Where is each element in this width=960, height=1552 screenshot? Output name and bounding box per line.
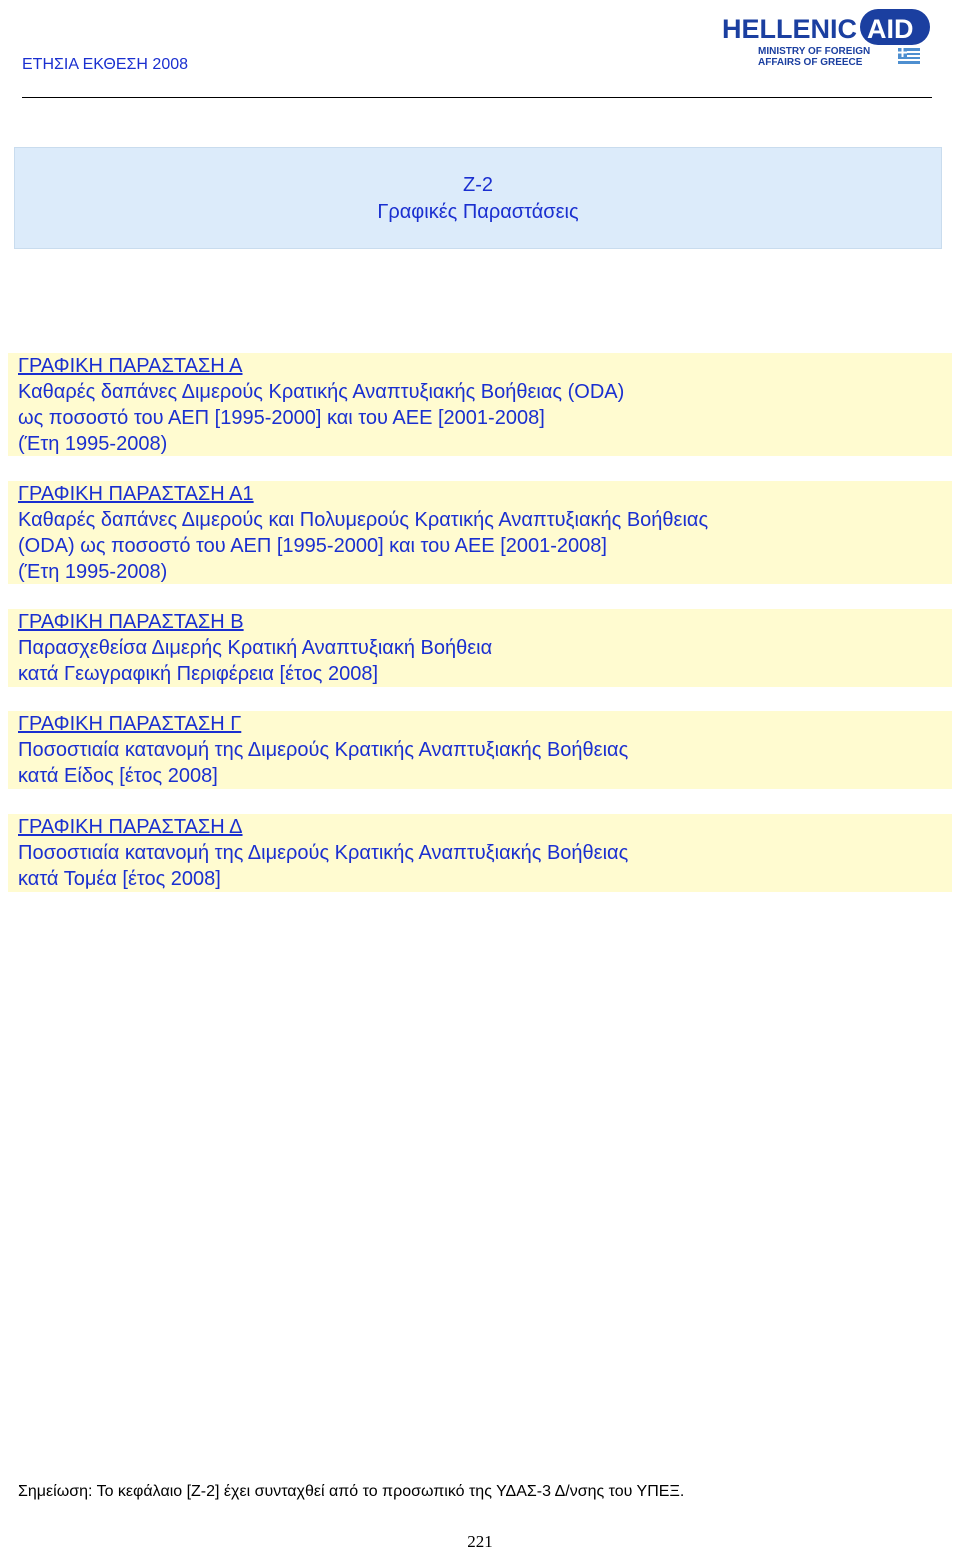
page-number: 221	[467, 1532, 493, 1551]
logo-subtitle-line1: MINISTRY OF FOREIGN	[758, 46, 871, 57]
logo-highlight-text: AID	[867, 14, 914, 44]
entry-graph-a1	[8, 481, 952, 584]
logo-subtitle-line2: AFFAIRS OF GREECE	[758, 57, 863, 68]
entry-heading: ΓΡΑΦΙΚΗ ΠΑΡΑΣΤΑΣΗ Γ	[18, 713, 242, 735]
header-divider	[22, 97, 932, 98]
entry-graph-d	[8, 814, 952, 892]
entry-line: Παρασχεθείσα Διμερής Κρατική Αναπτυξιακή Βοήθεια	[18, 637, 493, 659]
entry-heading: ΓΡΑΦΙΚΗ ΠΑΡΑΣΤΑΣΗ Δ	[18, 816, 243, 838]
logo-brand-text: HELLENIC	[722, 14, 857, 44]
entry-graph-a	[8, 353, 952, 456]
greek-flag-icon	[898, 48, 920, 64]
entry-line: Ποσοστιαία κατανομή της Διμερούς Κρατικής Αναπτυξιακής Βοήθειας	[18, 842, 629, 864]
entry-graph-b	[8, 609, 952, 687]
entry-graph-c	[8, 711, 952, 789]
entry-heading: ΓΡΑΦΙΚΗ ΠΑΡΑΣΤΑΣΗ Α	[18, 355, 243, 377]
entry-line: κατά Γεωγραφική Περιφέρεια [έτος 2008]	[18, 663, 379, 685]
chapter-title: Γραφικές Παραστάσεις	[377, 201, 579, 223]
footer-note: Σημείωση: Το κεφάλαιο [Ζ-2] έχει συνταχθεί από το προσωπικό της ΥΔΑΣ-3 Δ/νσης του ΥΠΕΞ.	[18, 1483, 685, 1500]
entry-line: (Έτη 1995-2008)	[18, 561, 168, 583]
chapter-code: Ζ-2	[463, 174, 493, 196]
entry-line: (ODA) ως ποσοστό του ΑΕΠ [1995-2000] και του ΑΕΕ [2001-2008]	[18, 535, 607, 557]
entry-heading: ΓΡΑΦΙΚΗ ΠΑΡΑΣΤΑΣΗ Α1	[18, 483, 254, 505]
entry-line: (Έτη 1995-2008)	[18, 433, 168, 455]
hellenic-aid-logo	[722, 4, 932, 70]
entry-line: ως ποσοστό του ΑΕΠ [1995-2000] και του ΑΕΕ [2001-2008]	[18, 407, 545, 429]
entry-line: κατά Τομέα [έτος 2008]	[18, 868, 221, 890]
entry-line: Καθαρές δαπάνες Διμερούς και Πολυμερούς Κρατικής Αναπτυξιακής Βοήθειας	[18, 509, 709, 531]
entry-line: κατά Είδος [έτος 2008]	[18, 765, 218, 787]
entry-heading: ΓΡΑΦΙΚΗ ΠΑΡΑΣΤΑΣΗ Β	[18, 611, 244, 633]
entry-line: Ποσοστιαία κατανομή της Διμερούς Κρατικής Αναπτυξιακής Βοήθειας	[18, 739, 629, 761]
report-title: ΕΤΗΣΙΑ ΕΚΘΕΣΗ 2008	[22, 56, 189, 73]
chapter-title-box	[14, 147, 942, 249]
entry-line: Καθαρές δαπάνες Διμερούς Κρατικής Αναπτυξιακής Βοήθειας (ODA)	[18, 381, 625, 403]
